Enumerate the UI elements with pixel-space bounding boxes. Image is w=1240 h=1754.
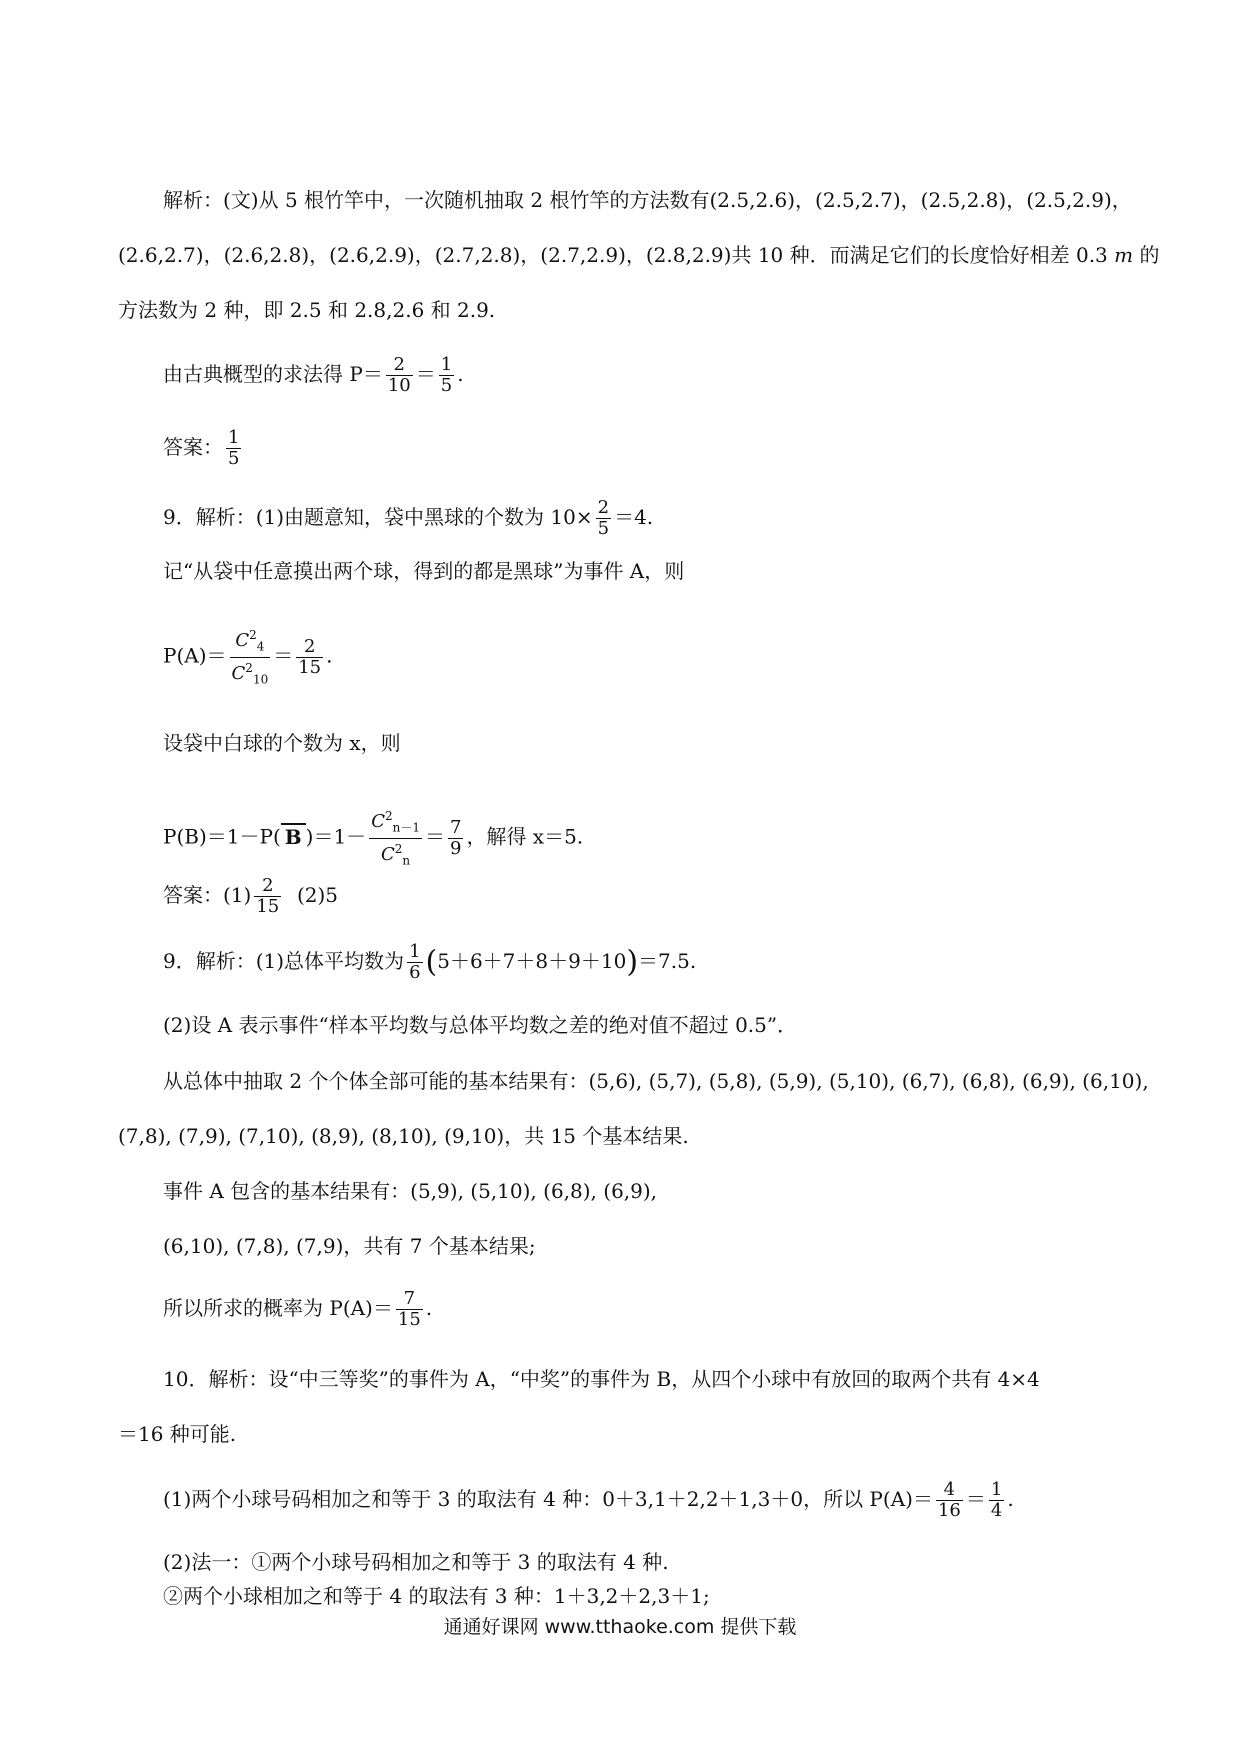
line-text: 答案： — [163, 435, 223, 459]
numerator: 7 — [396, 1289, 423, 1310]
line-text: (2)5 — [284, 883, 339, 907]
line-text: 9．解析：(1)由题意知，袋中黑球的个数为 10× — [163, 505, 593, 529]
right-paren: ) — [626, 944, 639, 980]
fraction — [386, 355, 413, 396]
period: . — [326, 643, 333, 668]
combination-symbol: C — [371, 811, 385, 832]
superscript: 2 — [245, 660, 253, 675]
line-text: 10．解析：设“中三等奖”的事件为 A，“中奖”的事件为 B，从四个小球中有放回的取两个共有 4×4 — [163, 1367, 1040, 1391]
period: . — [425, 1296, 433, 1320]
numerator — [230, 625, 271, 658]
line-text: ＝16 种可能. — [118, 1422, 237, 1446]
formula-line — [163, 806, 583, 870]
text-line — [163, 1011, 797, 1039]
period: . — [1007, 1487, 1014, 1511]
fraction — [596, 498, 611, 539]
denominator: 5 — [597, 518, 610, 539]
fraction — [230, 625, 271, 689]
fraction — [254, 876, 281, 917]
subscript: 4 — [256, 639, 265, 654]
line-text: P(A)＝ — [163, 643, 227, 668]
line-text: ，解得 x＝5. — [466, 824, 584, 849]
fraction — [369, 806, 422, 870]
denominator: 9 — [449, 837, 462, 859]
superscript: 2 — [384, 809, 393, 823]
text-line — [163, 729, 401, 757]
text-line — [163, 1365, 1040, 1393]
period: . — [457, 362, 464, 386]
numerator: 2 — [254, 876, 281, 897]
line-text: (2)设 A 表示事件“样本平均数与总体平均数之差的绝对值不超过 0.5”． — [163, 1013, 798, 1037]
line-text: (2.6,2.7)，(2.6,2.8)，(2.6,2.9)，(2.7,2.8)，(2.7,2.9)，(2.8,2.9)共 10 种．而满足它们的长度恰好相差 0.3 — [118, 243, 1115, 267]
denominator: 5 — [440, 375, 453, 396]
formula-line — [163, 355, 464, 396]
text-line — [163, 1067, 1149, 1095]
combination-symbol: C — [231, 662, 246, 684]
fraction — [296, 637, 323, 678]
text-line — [118, 241, 1159, 269]
numerator — [369, 806, 422, 839]
text-line — [118, 1420, 236, 1448]
fraction — [989, 1480, 1004, 1521]
subscript: 10 — [252, 672, 269, 687]
fraction — [407, 942, 422, 983]
complement-event: B — [281, 823, 306, 849]
line-text: 的 — [1133, 243, 1160, 267]
line-text: (1)两个小球号码相加之和等于 3 的取法有 4 种：0＋3,1＋2,2＋1,3＋0，所以 P(A)＝ — [163, 1487, 933, 1511]
formula-line — [163, 1289, 432, 1330]
text-line — [163, 1177, 657, 1205]
denominator: 16 — [937, 1500, 961, 1521]
equals-sign: ＝ — [415, 362, 436, 386]
line-text: 9．解析：(1)总体平均数为 — [163, 949, 405, 973]
superscript: 2 — [249, 628, 257, 642]
denominator: 5 — [228, 448, 240, 469]
line-text: 解析：(文)从 5 根竹竿中，一次随机抽取 2 根竹竿的方法数有(2.5,2.6)，(2.5,2.7)，(2.5,2.8)，(2.5,2.9)， — [163, 188, 1132, 212]
line-text: 设袋中白球的个数为 x，则 — [163, 731, 401, 755]
line-text: ②两个小球相加之和等于 4 的取法有 3 种：1＋3,2＋2,3＋1; — [163, 1584, 710, 1608]
line-text: m — [1114, 243, 1134, 267]
numerator: 1 — [440, 354, 453, 375]
denominator — [230, 658, 271, 690]
denominator: 15 — [298, 656, 322, 678]
line-text: P(B)＝1－P( — [163, 824, 281, 849]
denominator: 4 — [990, 1500, 1003, 1521]
formula-line — [163, 625, 332, 689]
numerator: 1 — [409, 941, 421, 962]
line-text: 事件 A 包含的基本结果有：(5,9), (5,10), (6,8), (6,9), — [163, 1179, 658, 1203]
denominator: 10 — [387, 375, 411, 396]
numerator: 1 — [990, 1479, 1003, 1500]
line-text: 方法数为 2 种，即 2.5 和 2.8,2.6 和 2.9. — [118, 298, 496, 322]
fraction — [448, 818, 463, 859]
fraction — [936, 1480, 963, 1521]
numerator: 1 — [228, 427, 240, 448]
denominator: 15 — [397, 1309, 421, 1330]
text-line — [118, 1122, 689, 1150]
formula-line — [163, 1480, 1014, 1521]
combination-symbol: C — [235, 630, 250, 651]
line-text: (7,8), (7,9), (7,10), (8,9), (8,10), (9,10)，共 15 个基本结果. — [118, 1124, 689, 1148]
left-paren: ( — [425, 944, 438, 980]
line-text: 记“从袋中任意摸出两个球，得到的都是黑球”为事件 A，则 — [163, 559, 685, 583]
line-text: ＝7.5. — [638, 949, 697, 973]
line-text: )＝1－ — [305, 824, 367, 849]
text-line — [118, 296, 495, 324]
line-text: 所以所求的概率为 P(A)＝ — [163, 1296, 393, 1320]
line-text: 5＋6＋7＋8＋9＋10 — [437, 949, 627, 973]
line-text: ＝4. — [614, 505, 654, 529]
subscript: n — [402, 853, 411, 868]
equals-sign: ＝ — [273, 643, 294, 668]
fraction — [439, 355, 454, 396]
line-text: (6,10), (7,8), (7,9)，共有 7 个基本结果; — [163, 1234, 536, 1258]
denominator: 15 — [256, 896, 280, 917]
fraction — [396, 1289, 423, 1330]
text-line — [163, 186, 1132, 214]
denominator — [369, 839, 422, 871]
line-text: 由古典概型的求法得 P＝ — [163, 362, 383, 386]
answer-line — [163, 876, 338, 917]
line-text: (2)法一：①两个小球号码相加之和等于 3 的取法有 4 种. — [163, 1550, 669, 1574]
numerator: 2 — [597, 497, 610, 518]
combination-symbol: C — [381, 843, 395, 865]
numerator: 2 — [296, 637, 323, 658]
numerator: 2 — [386, 355, 413, 376]
answer-line — [163, 428, 244, 469]
numerator: 7 — [449, 816, 462, 838]
text-line — [163, 557, 684, 585]
formula-line — [163, 942, 696, 983]
denominator: 6 — [409, 962, 421, 983]
superscript: 2 — [394, 841, 403, 856]
page-footer: 通通好课网 www.tthaoke.com 提供下载 — [443, 1616, 797, 1638]
formula-line — [163, 498, 653, 539]
equals-sign: ＝ — [965, 1487, 986, 1511]
line-text: 答案：(1) — [163, 883, 252, 907]
text-line — [163, 1548, 669, 1576]
text-line — [163, 1582, 710, 1610]
line-text: 从总体中抽取 2 个个体全部可能的基本结果有：(5,6), (5,7), (5,8), (5,9), (5,10), (6,7), (6,8), (6,9), (6,10), — [163, 1069, 1149, 1093]
text-line — [163, 1232, 536, 1260]
fraction — [226, 428, 241, 469]
equals-sign: ＝ — [424, 824, 445, 849]
numerator: 4 — [936, 1480, 963, 1501]
subscript: n－1 — [392, 820, 420, 835]
